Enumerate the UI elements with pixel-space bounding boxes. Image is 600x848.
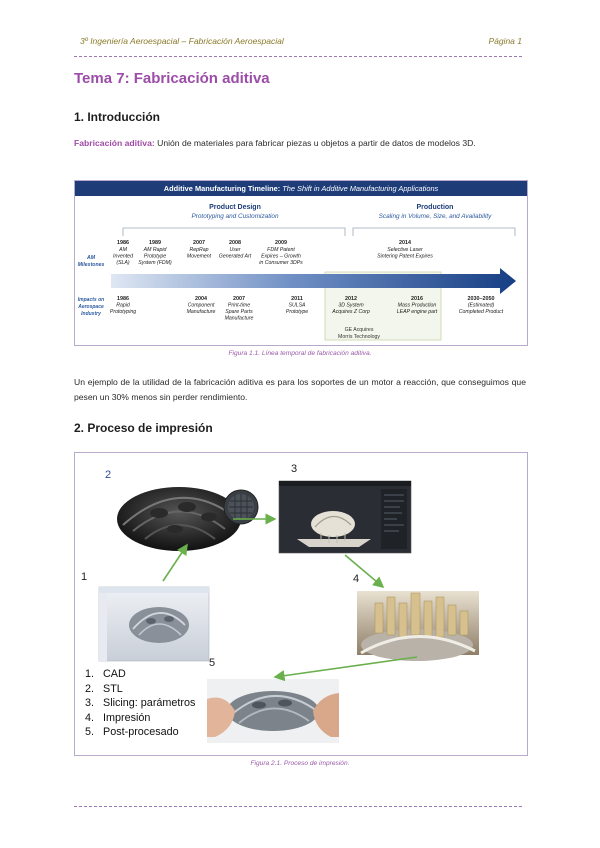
impact-text: Mass Production	[397, 302, 437, 309]
milestone-text: Sintering Patent Expires	[377, 253, 433, 260]
milestone-text: AM Rapid	[143, 247, 167, 253]
list-item	[85, 667, 195, 682]
milestone-text: AM	[119, 247, 127, 253]
step-number: 1.	[85, 668, 95, 680]
milestone-text: Movement	[186, 253, 212, 260]
milestone-text: FDM Patent	[267, 247, 295, 253]
timeline-arrow	[111, 268, 516, 294]
impact-text: Completed Product	[458, 309, 504, 315]
row-label-milestones-2: Milestones	[77, 262, 105, 268]
impact-text: Prototype	[285, 309, 309, 315]
bracket-product-design	[123, 228, 345, 236]
list-item	[85, 682, 195, 697]
figure1-caption: Figura 1.1. Línea temporal de fabricación aditiva.	[228, 350, 372, 357]
impact-text: SULSA	[288, 302, 306, 309]
row-label-milestones-1: AM	[86, 255, 96, 261]
milestone-year: 1986	[117, 240, 129, 246]
list-item	[85, 696, 195, 711]
section-heading-process: 2. Proceso de impresión	[74, 421, 213, 435]
milestone-text: Invented	[113, 253, 133, 260]
impact-text: Acquires Z Corp	[332, 309, 370, 315]
step-text: CAD	[103, 668, 126, 680]
impact-text: Prototyping	[109, 309, 137, 315]
timeline-title-italic: The Shift in Additive Manufacturing Applications	[280, 184, 439, 193]
step-label-2: 2	[105, 469, 112, 481]
printing-photo	[357, 591, 479, 661]
step-label-5: 5	[209, 657, 216, 669]
step-text: Slicing: parámetros	[103, 697, 196, 709]
list-item	[85, 711, 195, 726]
impact-text: Manufacture	[224, 315, 254, 322]
arrow-3-to-4	[345, 555, 383, 587]
impact-text: Component	[187, 302, 215, 309]
row-label-impacts-2: Aerospace	[78, 304, 104, 310]
milestone-year: 2014	[399, 240, 411, 246]
step-number: 2.	[85, 682, 95, 695]
milestone-text: Expires – Growth	[261, 253, 301, 260]
impact-year: 2030–2050	[467, 296, 495, 302]
list-item	[85, 725, 195, 740]
definition-text: Unión de materiales para fabricar piezas u objetos a partir de datos de modelos 3D.	[154, 138, 476, 148]
step-number: 4.	[85, 711, 95, 724]
example-paragraph: Un ejemplo de la utilidad de la fabricación aditiva es para los soportes de un motor a reacción, que conseguimos que pesen un 30% menos sin perder rendimiento.	[74, 377, 526, 402]
step-label-3: 3	[291, 463, 298, 475]
timeline-graphic	[75, 196, 525, 344]
milestone-text: User	[229, 247, 241, 253]
impact-year: 2012	[345, 296, 357, 302]
impact-text: 3D System	[338, 302, 364, 309]
impact-text: Print-time	[227, 302, 251, 309]
phase-right-sub: Scaling in Volume, Size, and Availability	[378, 213, 492, 220]
timeline-title	[75, 181, 527, 196]
impact-text: Spare Parts	[225, 309, 253, 315]
step-number: 3.	[85, 697, 95, 709]
impact-year: 2011	[291, 296, 303, 302]
impact-year: 2007	[233, 296, 245, 302]
cad-screenshot	[99, 587, 209, 661]
step-label-1: 1	[81, 571, 88, 583]
milestone-text: (SLA)	[116, 260, 130, 266]
phase-right-title: Production	[416, 204, 454, 211]
header-divider	[74, 56, 522, 57]
milestone-text: RepRap	[189, 247, 209, 253]
milestone-text: Selective Laser	[387, 247, 423, 253]
finished-helmet-photo	[207, 679, 339, 743]
milestone-text: Generated Art	[218, 253, 252, 260]
phase-left-title: Product Design	[209, 204, 261, 211]
phase-left-sub: Prototyping and Customization	[191, 213, 279, 220]
arrow-4-to-5	[275, 657, 417, 677]
timeline-title-bold: Additive Manufacturing Timeline:	[163, 184, 281, 193]
impact-year: 2004	[195, 296, 207, 302]
milestone-year: 2009	[275, 240, 287, 246]
slicer-screenshot	[279, 481, 411, 553]
milestone-year: 2008	[229, 240, 241, 246]
milestone-year: 1989	[149, 240, 161, 246]
impact-text: Rapid	[116, 302, 130, 309]
milestone-year: 2007	[193, 240, 205, 246]
definition-paragraph	[74, 136, 526, 151]
timeline-figure	[74, 180, 528, 346]
row-label-impacts-1: Impacts on	[77, 297, 105, 303]
header-course: 3º Ingeniería Aeroespacial – Fabricación Aeroespacial	[80, 36, 284, 46]
process-steps-list	[85, 667, 195, 740]
section-heading-intro: 1. Introducción	[74, 110, 161, 124]
page-title: Tema 7: Fabricación aditiva	[74, 70, 270, 87]
footer-divider	[74, 806, 522, 807]
step-text: STL	[103, 682, 123, 695]
bracket-production	[353, 228, 515, 236]
milestones-group	[113, 240, 433, 266]
extra-note-1: GE Acquires	[344, 327, 374, 333]
milestone-text: System (FDM)	[138, 260, 172, 266]
impacts-group	[110, 296, 504, 322]
impact-year: 2016	[411, 296, 423, 302]
impact-text: Manufacture	[186, 309, 216, 315]
impact-text: (Estimated)	[467, 302, 495, 309]
definition-term: Fabricación aditiva:	[74, 138, 155, 148]
impact-year: 1986	[117, 296, 129, 302]
process-figure	[74, 452, 528, 756]
impact-text: LEAP engine part	[396, 309, 438, 315]
header-page-number: Página 1	[488, 36, 522, 46]
running-header	[80, 36, 522, 50]
step-number: 5.	[85, 726, 95, 738]
milestone-text: in Consumer 3DPs	[259, 260, 303, 266]
milestone-text: Prototype	[143, 253, 167, 260]
row-label-impacts-3: Industry	[81, 311, 101, 317]
step-text: Post-procesado	[103, 726, 179, 738]
step-text: Impresión	[103, 711, 151, 724]
step-label-4: 4	[353, 573, 360, 585]
extra-note-2: Morris Technology	[338, 334, 380, 340]
figure2-caption: Figura 2.1. Proceso de impresión.	[250, 760, 350, 767]
